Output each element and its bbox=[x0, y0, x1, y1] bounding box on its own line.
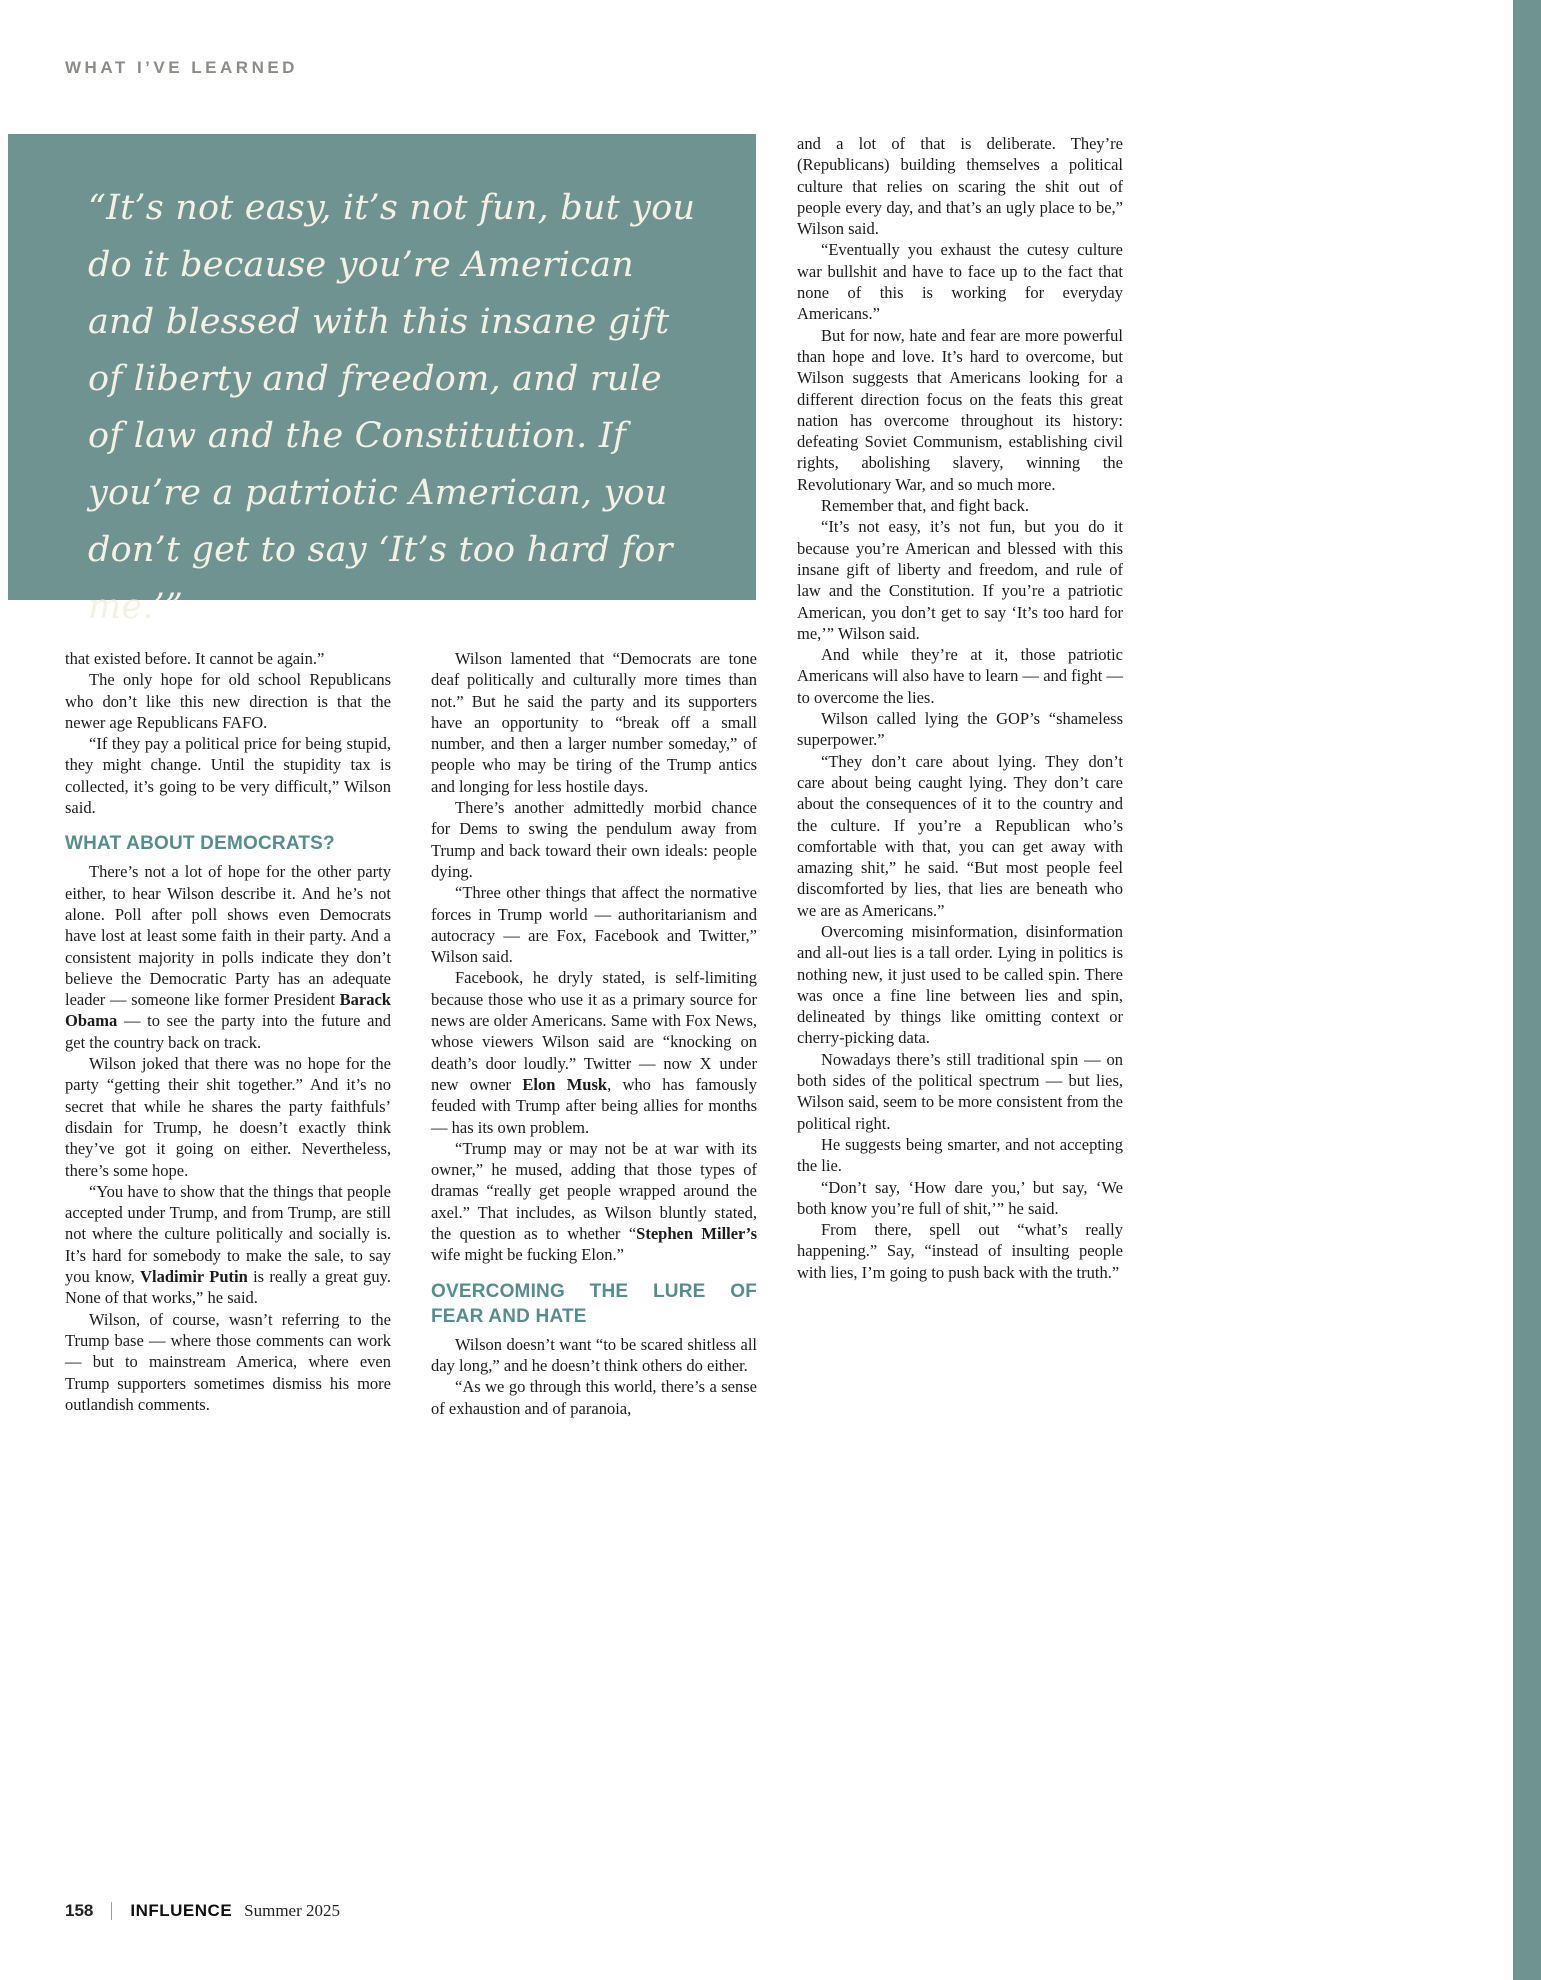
bold-name: Barack Obama bbox=[65, 990, 391, 1031]
text-run: But for now, hate and fear are more powerful than hope and love. It’s hard to overcome, but Wilson suggests that Americans looking for a different direction focus on the feats this great nation has overcome throughout its history: defeating Soviet Communism, establishing civil rights, abolishing slavery, winning the Revolutionary War, and so much more. bbox=[797, 325, 1123, 494]
text-run: He suggests being smarter, and not accepting the lie. bbox=[797, 1134, 1123, 1176]
paragraph bbox=[797, 325, 1123, 495]
text-run: — to see the party into the future and get the country back on track. bbox=[65, 1011, 391, 1052]
bold-name: Vladimir Putin bbox=[140, 1267, 248, 1287]
article-column-2 bbox=[431, 648, 757, 1419]
text-run: “Eventually you exhaust the cutesy culture war bullshit and have to face up to the fact that none of this is working for everyday Americans.” bbox=[797, 240, 1123, 324]
paragraph bbox=[797, 1134, 1123, 1177]
text-run: Wilson joked that there was no hope for the party “getting their shit together.” And it’s no secret that while he shares the party faithfuls’ disdain for Trump, he doesn’t exactly think they’ve got it going on either. Nevertheless, there’s some hope. bbox=[65, 1054, 391, 1180]
paragraph bbox=[431, 797, 757, 882]
paragraph bbox=[797, 1219, 1123, 1283]
text-run: Overcoming misinformation, disinformation and all-out lies is a tall order. Lying in politics is nothing new, it just used to be called spin. There was once a fine line between lies and spin, delineated by things like omitting context or cherry-picking data. bbox=[797, 921, 1123, 1048]
paragraph bbox=[431, 882, 757, 967]
paragraph bbox=[797, 1049, 1123, 1134]
paragraph bbox=[797, 708, 1123, 751]
text-run: is really a great guy. None of that works,” he said. bbox=[65, 1267, 391, 1308]
section-heading: WHAT ABOUT DEMOCRATS? bbox=[65, 833, 335, 855]
bold-name: Stephen Miller’s bbox=[636, 1224, 757, 1244]
text-run: “They don’t care about lying. They don’t care about being caught lying. They don’t care about the consequences of it to the country and the culture. If you’re a Republican who’s comfortable with that, you can get away with amazing shit,” he said. “But most people feel discomforted by lies, that lies are beneath who we are as Americans.” bbox=[797, 751, 1123, 920]
paragraph bbox=[431, 1376, 757, 1419]
section-kicker: WHAT I’VE LEARNED bbox=[65, 58, 298, 77]
text-run: “It’s not easy, it’s not fun, but you do it because you’re American and blessed with this insane gift of liberty and freedom, and rule of law and the Constitution. If you’re a patriotic American, you don’t get to say ‘It’s too hard for me,’” Wilson said. bbox=[797, 517, 1123, 643]
text-run: Remember that, and fight back. bbox=[821, 496, 1030, 516]
page-footer bbox=[65, 1901, 340, 1921]
paragraph bbox=[431, 1138, 757, 1266]
paragraph bbox=[65, 1181, 391, 1309]
text-run: “Don’t say, ‘How dare you,’ but say, ‘We both know you’re full of shit,’” he said. bbox=[797, 1177, 1123, 1218]
section-heading: OVERCOMING THE LURE OF FEAR AND HATE bbox=[431, 1280, 757, 1327]
text-run: There’s another admittedly morbid chance for Dems to swing the pendulum away from Trump and back toward their own ideals: people dying. bbox=[431, 798, 757, 881]
text-run: The only hope for old school Republicans who don’t like this new direction is that the newer age Republicans FAFO. bbox=[65, 670, 391, 732]
text-run: And while they’re at it, those patriotic Americans will also have to learn — and fight — to overcome the lies. bbox=[797, 645, 1123, 707]
text-run: “Trump may or may not be at war with its owner,” he mused, adding that those types of dramas “really get people wrapped around the axel.” That includes, as Wilson bluntly stated, the question as to whether “ bbox=[431, 1138, 757, 1244]
text-run: Wilson, of course, wasn’t referring to the Trump base — where those comments can work — but to mainstream America, where even Trump supporters sometimes dismiss his more outlandish comments. bbox=[65, 1309, 391, 1414]
paragraph bbox=[65, 669, 391, 733]
paragraph bbox=[65, 733, 391, 818]
text-run: There’s not a lot of hope for the other party either, to hear Wilson describe it. And he’s not alone. Poll after poll shows even Democrats have lost at least some faith in their party. And a consistent majority in polls indicate they don’t believe the Democratic Party has an adequate leader — someone like former President bbox=[65, 862, 391, 1010]
text-run: “Three other things that affect the normative forces in Trump world — authoritarianism and autocracy — are Fox, Facebook and Twitter,” Wilson said. bbox=[431, 883, 757, 967]
paragraph bbox=[431, 967, 757, 1137]
paragraph bbox=[65, 1053, 391, 1181]
paragraph bbox=[797, 495, 1123, 516]
paragraph bbox=[65, 1309, 391, 1415]
text-run: From there, spell out “what’s really happening.” Say, “instead of insulting people with lies, I’m going to push back with the truth.” bbox=[797, 1220, 1123, 1282]
pull-quote-panel bbox=[8, 134, 756, 627]
text-run: “You have to show that the things that people accepted under Trump, and from Trump, are still not where the culture politically and socially is. It’s hard for somebody to make the sale, to say you know, bbox=[65, 1181, 391, 1287]
text-run: Wilson lamented that “Democrats are tone deaf politically and culturally more times than not.” But he said the party and its supporters have an opportunity to “break off a small number, and then a larger number someday,” of people who may be tiring of the Trump antics and longing for less hostile days. bbox=[431, 649, 757, 796]
bold-name: Elon Musk bbox=[522, 1074, 608, 1094]
paragraph bbox=[797, 644, 1123, 708]
text-run: that existed before. It cannot be again.” bbox=[65, 649, 325, 668]
paragraph bbox=[797, 516, 1123, 644]
paragraph bbox=[431, 1334, 757, 1377]
paragraph bbox=[431, 648, 757, 797]
paragraph bbox=[65, 861, 391, 1053]
text-run: and a lot of that is deliberate. They’re (Republicans) building themselves a political culture that relies on scaring the shit out of people every day, and that’s an ugly place to be,” Wilson said. bbox=[797, 134, 1123, 239]
text-run: “As we go through this world, there’s a sense of exhaustion and of paranoia, bbox=[431, 1377, 757, 1418]
magazine-title: INFLUENCE bbox=[130, 1901, 233, 1920]
paragraph bbox=[797, 1177, 1123, 1220]
paragraph bbox=[797, 751, 1123, 921]
paragraph bbox=[797, 239, 1123, 324]
page-edge-accent-bar bbox=[1513, 0, 1541, 1980]
issue-label: Summer 2025 bbox=[244, 1901, 341, 1920]
article-column-1 bbox=[65, 648, 391, 1415]
paragraph bbox=[65, 648, 391, 669]
text-run: “If they pay a political price for being stupid, they might change. Until the stupidity tax is collected, it’s going to be very difficult,” Wilson said. bbox=[65, 734, 391, 818]
paragraph bbox=[797, 133, 1123, 239]
text-run: wife might be fucking Elon.” bbox=[431, 1245, 624, 1265]
article-column-3 bbox=[797, 133, 1123, 1283]
pull-quote-text: “It’s not easy, it’s not fun, but you do it because you’re American and blessed with this insane gift of liberty and freedom, and rule of law and the Constitution. If you’re a patriotic American, you don’t get to say ‘It’s too hard for me.’” bbox=[88, 188, 696, 627]
footer-divider bbox=[111, 1902, 112, 1920]
text-run: , who has famously feuded with Trump after being allies for months — has its own problem. bbox=[431, 1074, 757, 1137]
text-run: Nowadays there’s still traditional spin — on both sides of the political spectrum — but lies, Wilson said, seem to be more consistent from the political right. bbox=[797, 1049, 1123, 1133]
paragraph bbox=[797, 921, 1123, 1049]
text-run: Wilson called lying the GOP’s “shameless superpower.” bbox=[797, 709, 1123, 750]
page-number: 158 bbox=[65, 1901, 94, 1920]
text-run: Wilson doesn’t want “to be scared shitless all day long,” and he doesn’t think others do either. bbox=[431, 1334, 757, 1375]
text-run: Facebook, he dryly stated, is self-limiting because those who use it as a primary source for news are older Americans. Same with Fox News, whose viewers Wilson said are “knocking on death’s door loudly.” Twitter — now X under new owner bbox=[431, 968, 757, 1094]
